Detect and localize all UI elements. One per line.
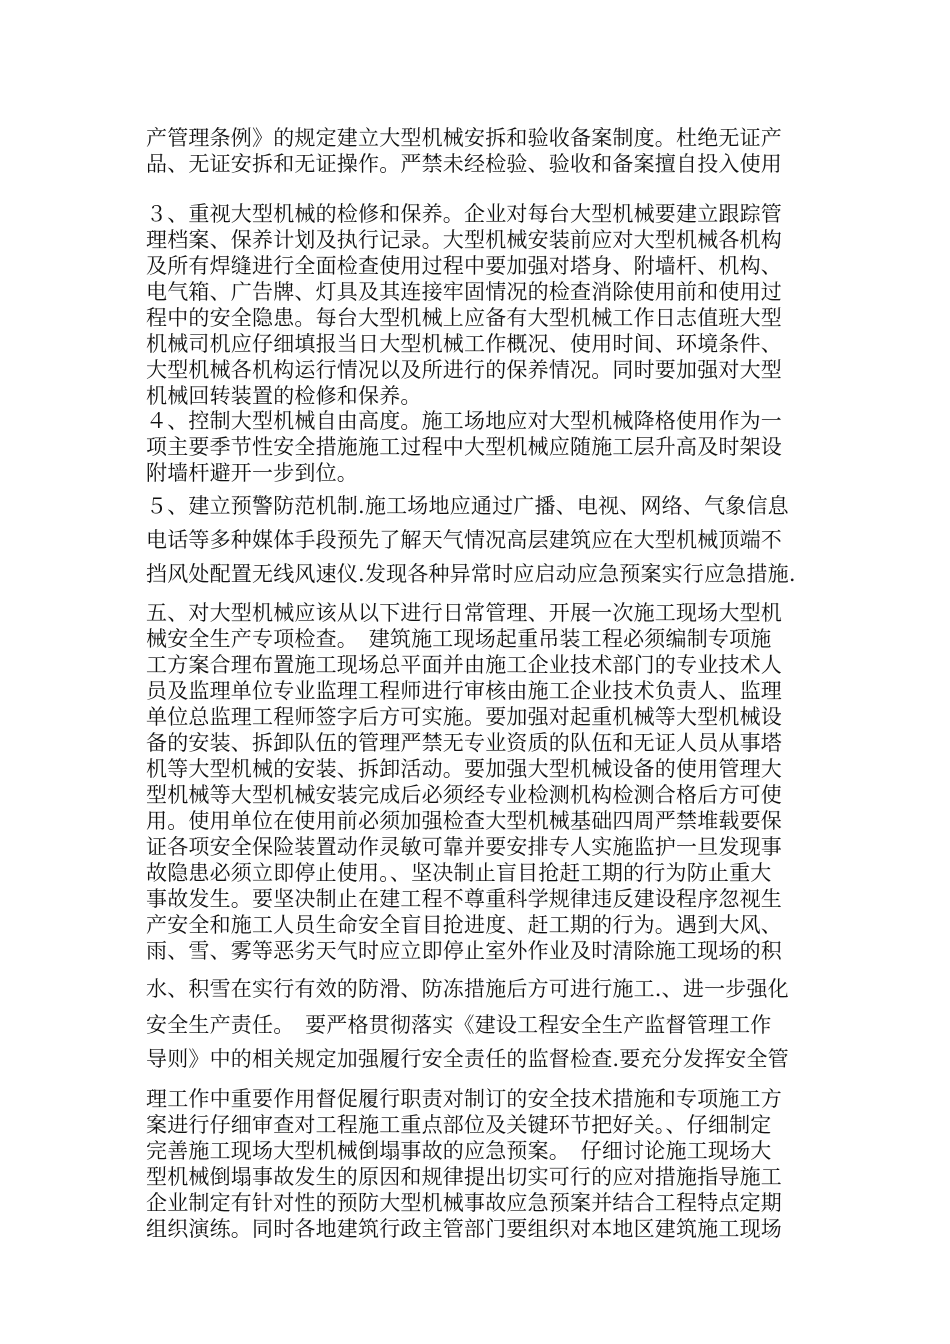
text-line: 雨、雪、雾等恶劣天气时应立即停止室外作业及时清除施工现场的积 — [146, 939, 782, 963]
text-line: 大型机械各机构运行情况以及所进行的保养情况。同时要加强对大型 — [146, 358, 782, 382]
text-line: 五、对大型机械应该从以下进行日常管理、开展一次施工现场大型机 — [146, 601, 782, 625]
text-line: 组织演练。同时各地建筑行政主管部门要组织对本地区建筑施工现场 — [146, 1217, 782, 1241]
text-line: 理档案、保养计划及执行记录。大型机械安装前应对大型机械各机构 — [146, 228, 782, 252]
text-line: 证各项安全保险装置动作灵敏可靠并要安排专人实施监护一旦发现事 — [146, 835, 782, 859]
text-line: 挡风处配置无线风速仪.发现各种异常时应启动应急预案实行应急措施. — [146, 562, 796, 586]
text-line: 完善施工现场大型机械倒塌事故的应急预案。 仔细讨论施工现场大 — [146, 1139, 772, 1163]
text-line: 产管理条例》的规定建立大型机械安拆和验收备案制度。杜绝无证产 — [146, 126, 782, 150]
text-line: 水、积雪在实行有效的防滑、防冻措施后方可进行施工.、进一步强化 — [146, 977, 789, 1001]
text-line: 项主要季节性安全措施施工过程中大型机械应随施工层升高及时架设 — [146, 435, 782, 459]
text-line: ５、建立预警防范机制.施工场地应通过广播、电视、网络、气象信息 — [146, 494, 789, 518]
text-line: 事故发生。要坚决制止在建工程不尊重科学规律违反建设程序忽视生 — [146, 887, 782, 911]
text-line: 附墙杆避开一步到位。 — [146, 461, 358, 485]
text-line: 机械司机应仔细填报当日大型机械工作概况、使用时间、环境条件、 — [146, 332, 782, 356]
text-line: 案进行仔细审查对工程施工重点部位及关键环节把好关。、仔细制定 — [146, 1113, 772, 1137]
text-line: 产安全和施工人员生命安全盲目抢进度、赶工期的行为。遇到大风、 — [146, 913, 782, 937]
text-line: 械安全生产专项检查。 建筑施工现场起重吊装工程必须编制专项施 — [146, 627, 772, 651]
text-line: 品、无证安拆和无证操作。严禁未经检验、验收和备案擅自投入使用 — [146, 152, 782, 176]
text-line: 及所有焊缝进行全面检查使用过程中要加强对塔身、附墙杆、机构、 — [146, 254, 782, 278]
text-line: 型机械等大型机械安装完成后必须经专业检测机构检测合格后方可使 — [146, 783, 782, 807]
text-line: 用。使用单位在使用前必须加强检查大型机械基础四周严禁堆载要保 — [146, 809, 782, 833]
text-line: ３、重视大型机械的检修和保养。企业对每台大型机械要建立跟踪管 — [146, 202, 782, 226]
text-line: 机等大型机械的安装、拆卸活动。要加强大型机械设备的使用管理大 — [146, 757, 782, 781]
text-line: 故隐患必须立即停止使用。、坚决制止盲目抢赶工期的行为防止重大 — [146, 861, 772, 885]
text-line: 理工作中重要作用督促履行职责对制订的安全技术措施和专项施工方 — [146, 1087, 782, 1111]
text-line: 员及监理单位专业监理工程师进行审核由施工企业技术负责人、监理 — [146, 679, 782, 703]
text-line: 工方案合理布置施工现场总平面并由施工企业技术部门的专业技术人 — [146, 653, 782, 677]
text-line: 企业制定有针对性的预防大型机械事故应急预案并结合工程特点定期 — [146, 1191, 782, 1215]
text-line: 电话等多种媒体手段预先了解天气情况高层建筑应在大型机械顶端不 — [146, 528, 782, 552]
text-line: 程中的安全隐患。每台大型机械上应备有大型机械工作日志值班大型 — [146, 306, 782, 330]
text-line: 型机械倒塌事故发生的原因和规律提出切实可行的应对措施指导施工 — [146, 1165, 782, 1189]
text-line: 导则》中的相关规定加强履行安全责任的监督检查.要充分发挥安全管 — [146, 1047, 789, 1071]
text-line: 机械回转装置的检修和保养。 — [146, 384, 422, 408]
text-line: ４、控制大型机械自由高度。施工场地应对大型机械降格使用作为一 — [146, 409, 782, 433]
text-line: 备的安装、拆卸队伍的管理严禁无专业资质的队伍和无证人员从事塔 — [146, 731, 782, 755]
text-line: 电气箱、广告牌、灯具及其连接牢固情况的检查消除使用前和使用过 — [146, 280, 782, 304]
text-line: 安全生产责任。 要严格贯彻落实《建设工程安全生产监督管理工作 — [146, 1013, 772, 1037]
text-line: 单位总监理工程师签字后方可实施。要加强对起重机械等大型机械设 — [146, 705, 782, 729]
